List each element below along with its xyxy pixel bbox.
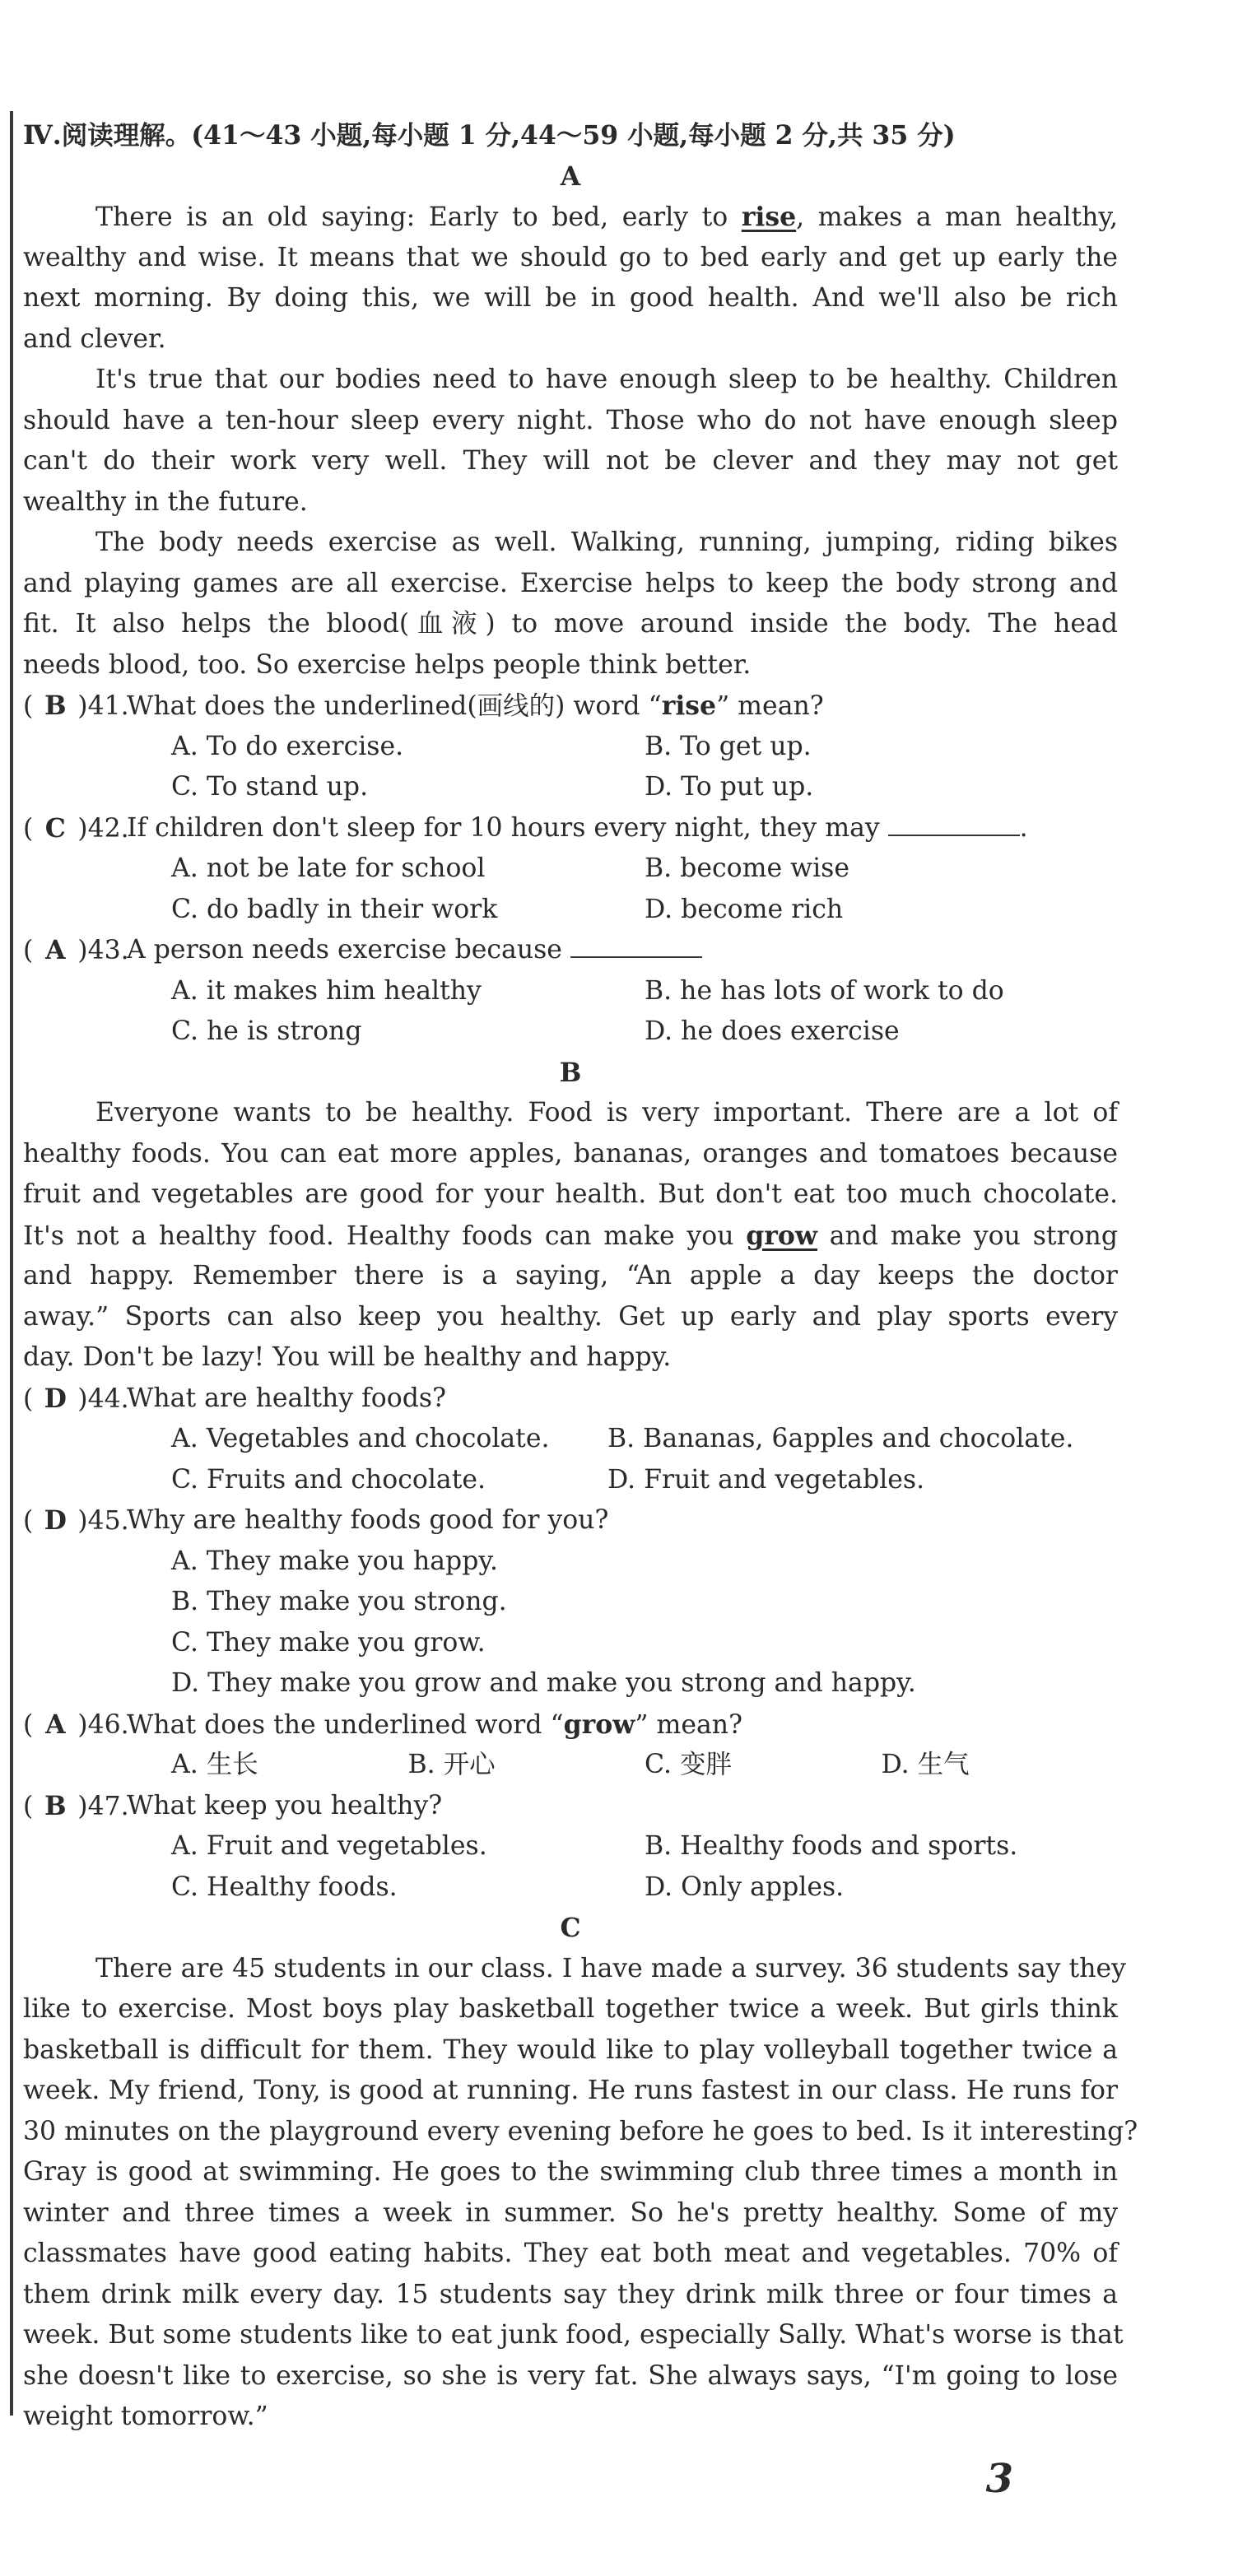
option: B. become wise xyxy=(645,853,849,883)
passage-a-line: can't do their work very well. They will not be clever and they may not get xyxy=(23,446,1118,476)
option: D. Only apples. xyxy=(645,1872,845,1902)
option: D. 生气 xyxy=(881,1750,970,1779)
option: C. Fruits and chocolate. xyxy=(171,1464,486,1495)
answer-41: B xyxy=(44,690,67,721)
options-row xyxy=(23,890,1118,931)
answer-47: B xyxy=(44,1790,67,1821)
option: A. To do exercise. xyxy=(171,731,404,761)
answer-44: D xyxy=(44,1383,67,1414)
passage-b-line: and happy. Remember there is a saying, “An apple a day keeps the doctor xyxy=(23,1261,1118,1290)
passage-b-line: healthy foods. You can eat more apples, bananas, oranges and tomatoes because xyxy=(23,1138,1118,1169)
option: B. he has lots of work to do xyxy=(645,975,1004,1006)
question-44: ( D )44. What are healthy foods? xyxy=(23,1379,1118,1420)
option: D. become rich xyxy=(645,894,844,924)
passage-c-line: weight tomorrow.” xyxy=(23,2402,268,2431)
option: A. Fruit and vegetables. xyxy=(171,1831,487,1861)
option: D. They make you grow and make you strong and happy. xyxy=(171,1668,916,1698)
question-46: ( A )46. What does the underlined word “grow” mean? xyxy=(23,1704,1118,1746)
passage-a-line: It's true that our bodies need to have enough sleep to be healthy. Children xyxy=(95,365,1118,394)
options-row xyxy=(23,971,1118,1012)
left-margin-rule xyxy=(10,111,13,2416)
option: B. They make you strong. xyxy=(171,1587,507,1616)
option: D. he does exercise xyxy=(645,1016,900,1046)
option: C. They make you grow. xyxy=(171,1627,486,1658)
answer-46: A xyxy=(45,1709,66,1740)
passage-a-line: should have a ten-hour sleep every night. Those who do not have enough sleep xyxy=(23,405,1118,435)
passage-a-line: next morning. By doing this, we will be in good health. And we'll also be rich xyxy=(23,283,1118,313)
page-number: 3 xyxy=(985,2456,1013,2502)
option: A. not be late for school xyxy=(171,853,486,883)
options-row xyxy=(23,767,1118,808)
passage-a-label: A xyxy=(560,160,581,192)
passage-a-line: wealthy in the future. xyxy=(23,486,308,517)
option: A. They make you happy. xyxy=(171,1546,498,1576)
option: B. 开心 xyxy=(407,1750,496,1779)
passage-a-line: There is an old saying: Early to bed, early to rise, makes a man healthy, xyxy=(95,202,1118,232)
question-45: ( D )45. Why are healthy foods good for you? xyxy=(23,1500,1118,1541)
option: D. Fruit and vegetables. xyxy=(607,1464,925,1495)
option: C. he is strong xyxy=(171,1016,362,1046)
passage-c-line: basketball is difficult for them. They would like to play volleyball together twice a xyxy=(23,2034,1118,2065)
option: D. To put up. xyxy=(645,772,814,802)
reading-comprehension-page xyxy=(23,115,1138,2438)
passage-a-line: and clever. xyxy=(23,323,166,354)
passage-b-line: away.” Sports can also keep you healthy. Get up early and play sports every xyxy=(23,1301,1118,1332)
question-47: ( B )47. What keep you healthy? xyxy=(23,1786,1118,1827)
passage-c-line: 30 minutes on the playground every evening before he goes to bed. Is it interesting? xyxy=(23,2116,1138,2146)
passage-c-line: like to exercise. Most boys play basketball together twice a week. But girls think xyxy=(23,1994,1118,2024)
passage-c-line: winter and three times a week in summer. So he's pretty healthy. Some of my xyxy=(23,2197,1118,2228)
question-41: ( B )41. What does the underlined(画线的) word “rise” mean? xyxy=(23,686,1118,727)
passage-b-line: fruit and vegetables are good for your health. But don't eat too much chocolate. xyxy=(23,1179,1118,1209)
passage-c-line: week. But some students like to eat junk food, especially Sally. What's worse is that xyxy=(23,2320,1124,2350)
option: B. Healthy foods and sports. xyxy=(645,1831,1018,1861)
options-row xyxy=(23,1011,1118,1053)
passage-c-line: Gray is good at swimming. He goes to the swimming club three times a month in xyxy=(23,2157,1118,2187)
passage-c-line: them drink milk every day. 15 students say they drink milk three or four times a xyxy=(23,2279,1118,2309)
passage-c-label: C xyxy=(560,1913,581,1943)
passage-a-line: wealthy and wise. It means that we should go to bed early and get up early the xyxy=(23,242,1118,272)
passage-c-line: classmates have good eating habits. They eat both meat and vegetables. 70% of xyxy=(23,2239,1118,2268)
passage-b-line: day. Don't be lazy! You will be healthy and happy. xyxy=(23,1342,672,1372)
question-42: ( C )42. If children don't sleep for 10 hours every night, they may . xyxy=(23,808,1118,849)
answer-42: C xyxy=(44,812,66,844)
passage-c-line: she doesn't like to exercise, so she is very fat. She always says, “I'm going to lose xyxy=(23,2360,1118,2391)
options-row xyxy=(23,849,1118,890)
passage-a-line: and playing games are all exercise. Exercise helps to keep the body strong and xyxy=(23,568,1118,598)
option: A. Vegetables and chocolate. xyxy=(171,1424,550,1453)
passage-b-label: B xyxy=(559,1057,582,1088)
answer-blank xyxy=(888,810,1020,836)
options-row xyxy=(23,1867,1118,1909)
options-row xyxy=(23,1419,1118,1460)
passage-b-line: Everyone wants to be healthy. Food is very important. There are a lot of xyxy=(95,1098,1118,1128)
option: B. To get up. xyxy=(645,731,812,761)
option: A. 生长 xyxy=(171,1750,258,1779)
option: C. do badly in their work xyxy=(171,894,498,924)
passage-a-line: The body needs exercise as well. Walking, running, jumping, riding bikes xyxy=(95,528,1118,557)
question-43: ( A )43. A person needs exercise because xyxy=(23,930,1118,971)
answer-blank xyxy=(570,932,702,958)
options-row xyxy=(23,1745,1118,1786)
option: C. 变胖 xyxy=(645,1750,733,1779)
answer-45: D xyxy=(44,1505,67,1536)
passage-a-line: needs blood, too. So exercise helps people think better. xyxy=(23,649,752,680)
passage-c-line: week. My friend, Tony, is good at running. He runs fastest in our class. He runs for xyxy=(23,2076,1118,2105)
underlined-word-rise: rise xyxy=(741,202,797,232)
passage-a-line: fit. It also helps the blood(血液) to move around inside the body. The head xyxy=(23,609,1118,639)
passage-b-line: It's not a healthy food. Healthy foods can make you grow and make you strong xyxy=(23,1220,1118,1251)
section-header: Ⅳ.阅读理解。(41～43 小题,每小题 1 分,44～59 小题,每小题 2 分,共 35 分) xyxy=(23,120,956,151)
option: A. it makes him healthy xyxy=(171,975,482,1006)
passage-c-line: There are 45 students in our class. I have made a survey. 36 students say they xyxy=(95,1953,1126,1983)
underlined-word-grow: grow xyxy=(746,1220,817,1251)
option: B. Bananas, 6apples and chocolate. xyxy=(607,1424,1074,1453)
options-row xyxy=(23,727,1118,768)
options-row xyxy=(23,1460,1118,1501)
option: C. Healthy foods. xyxy=(171,1872,398,1902)
option: C. To stand up. xyxy=(171,772,369,802)
options-row xyxy=(23,1826,1118,1867)
answer-43: A xyxy=(45,935,66,965)
